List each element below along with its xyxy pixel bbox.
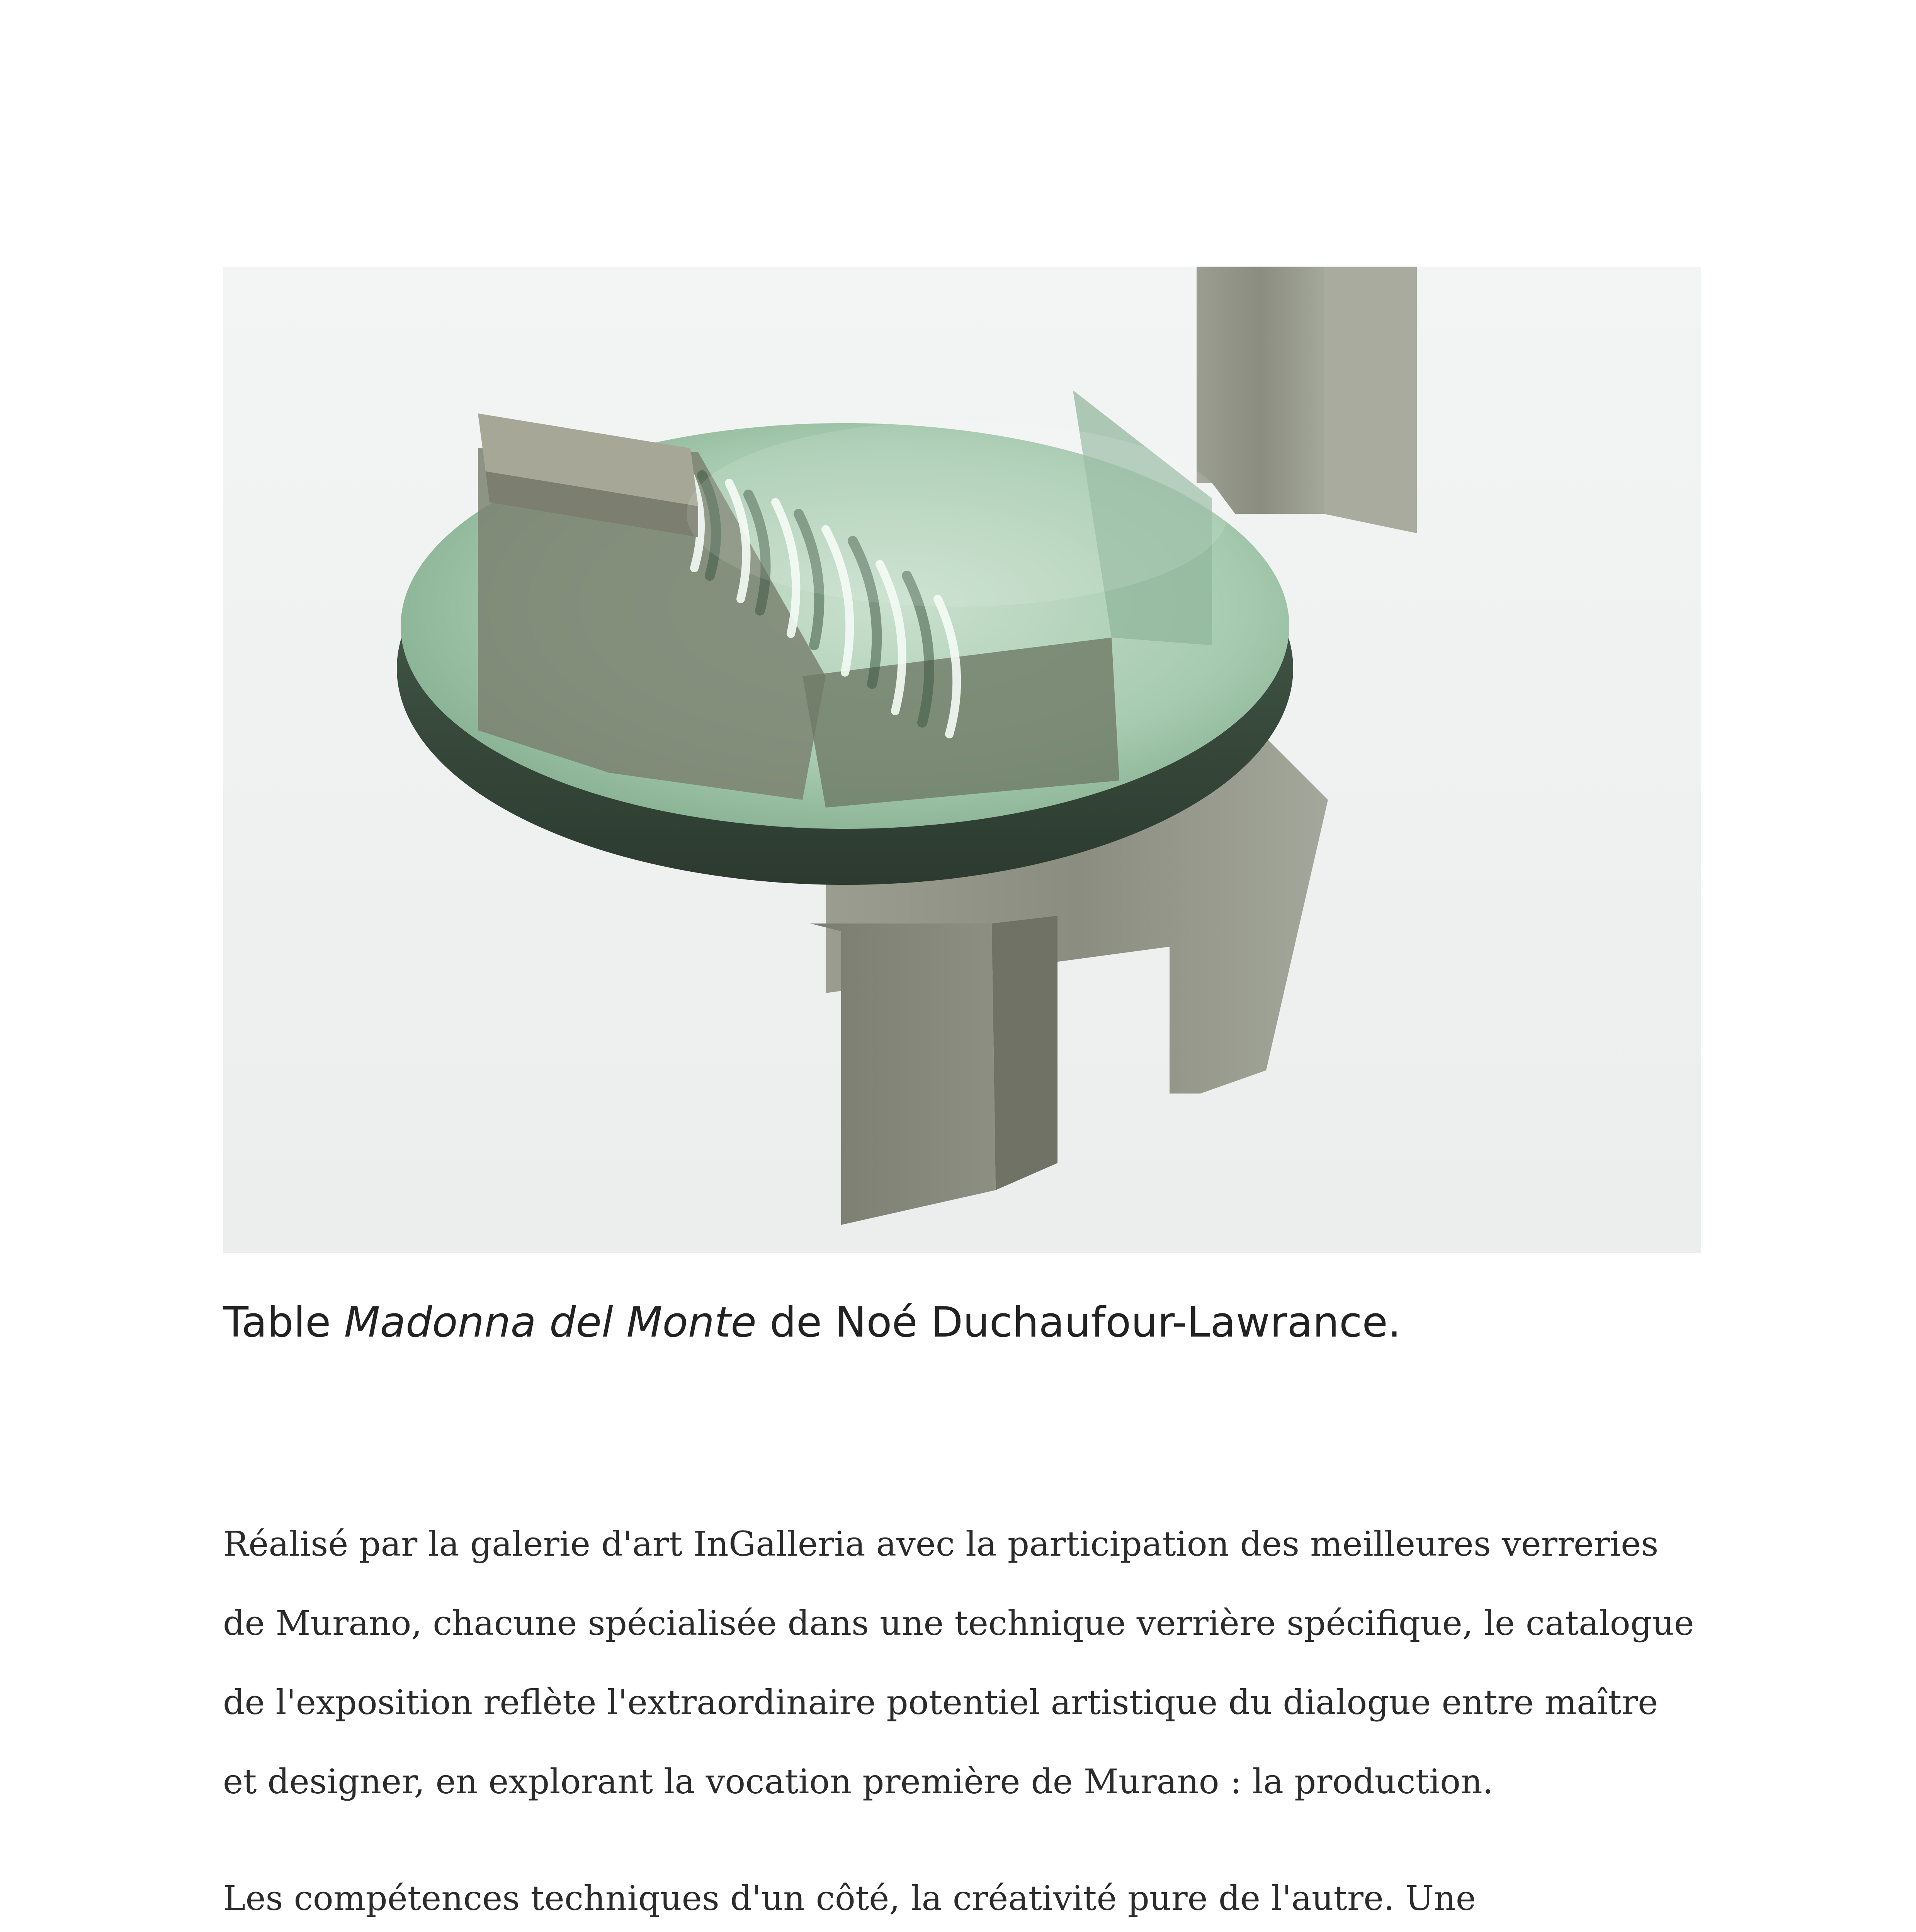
table-photo (223, 267, 1701, 1253)
paragraph-2 (223, 1859, 1701, 1932)
caption-title: Madonna del Monte (344, 1298, 757, 1347)
paragraph-2-text-a: Les compétences techniques d'un côté, la créativité pure de l'autre. Une (223, 1878, 1476, 1918)
glass-table-illustration (223, 267, 1701, 1253)
glass-glare (687, 421, 1227, 607)
paragraph-1: Réalisé par la galerie d'art InGalleria avec la participation des meilleures verreries de Murano, chacune spécialisée dans une technique verrière spécifique, le catalogue de l'exposition reflète l'extraordinaire potentiel artistique du dialogue entre maître et designer, en explorant la vocation première de Murano : la production. (223, 1524, 1694, 1801)
back-leg-left-face (1197, 267, 1324, 514)
back-leg-right-face (1324, 267, 1417, 533)
caption-prefix: Table (223, 1298, 344, 1347)
caption-suffix: de Noé Duchaufour-Lawrance. (756, 1298, 1401, 1347)
cross-leg-shadow (992, 916, 1057, 1190)
photo-caption (223, 1294, 1701, 1352)
